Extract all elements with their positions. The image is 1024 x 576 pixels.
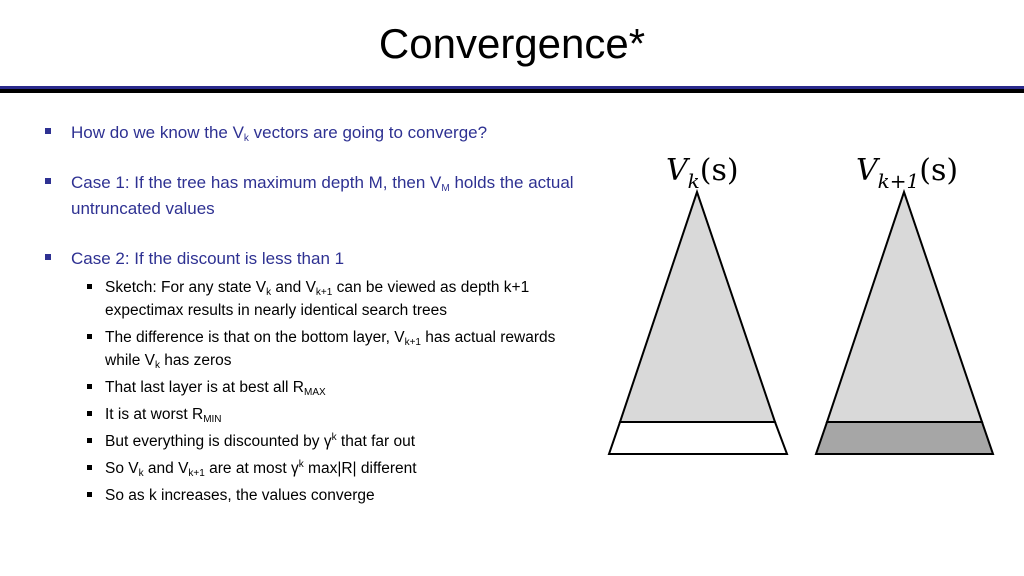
tree-vk [620,192,775,422]
sub-bullet-converge: So as k increases, the values converge [105,484,584,507]
label-vk: $V_k(s)$ [666,153,739,193]
bullet-how-converge: How do we know the $V_k$ vectors are going to converge? [44,120,584,146]
tree-figure [600,140,1010,470]
sub-bullet-list [44,276,584,507]
sub-bullet-worst: It is at worst $R_{MIN}$ [105,403,584,426]
bullet-list [44,120,584,511]
sub-bullet-difference: The difference is that on the bottom layer, $V_{k+1}$ has actual rewards while $V_k$ has zeros [105,326,584,372]
bullet-case-2: Case 2: If the discount is less than 1 [44,246,584,272]
sub-bullet-discounted: But everything is discounted by $\gamma^k$ that far out [105,430,584,453]
tree-vk-bottom-layer [609,422,787,454]
tree-vk1 [827,192,982,422]
bullet-case-1: Case 1: If the tree has maximum depth M, then $V_M$ holds the actual untruncated values [44,170,584,222]
label-vk1: $V_{k+1}(s)$ [856,153,959,193]
title-rule-black [0,89,1024,93]
sub-bullet-at-most: So $V_k$ and $V_{k+1}$ are at most $\gamma^k$ max|R| different [105,457,584,480]
tree-vk1-bottom-layer [816,422,993,454]
sub-bullet-best: That last layer is at best all $R_{MAX}$ [105,376,584,399]
slide-title: Convergence* [378,20,646,67]
sub-bullet-sketch: Sketch: For any state $V_k$ and $V_{k+1}$ can be viewed as depth k+1 expectimax results in nearly identical search trees [105,276,584,322]
